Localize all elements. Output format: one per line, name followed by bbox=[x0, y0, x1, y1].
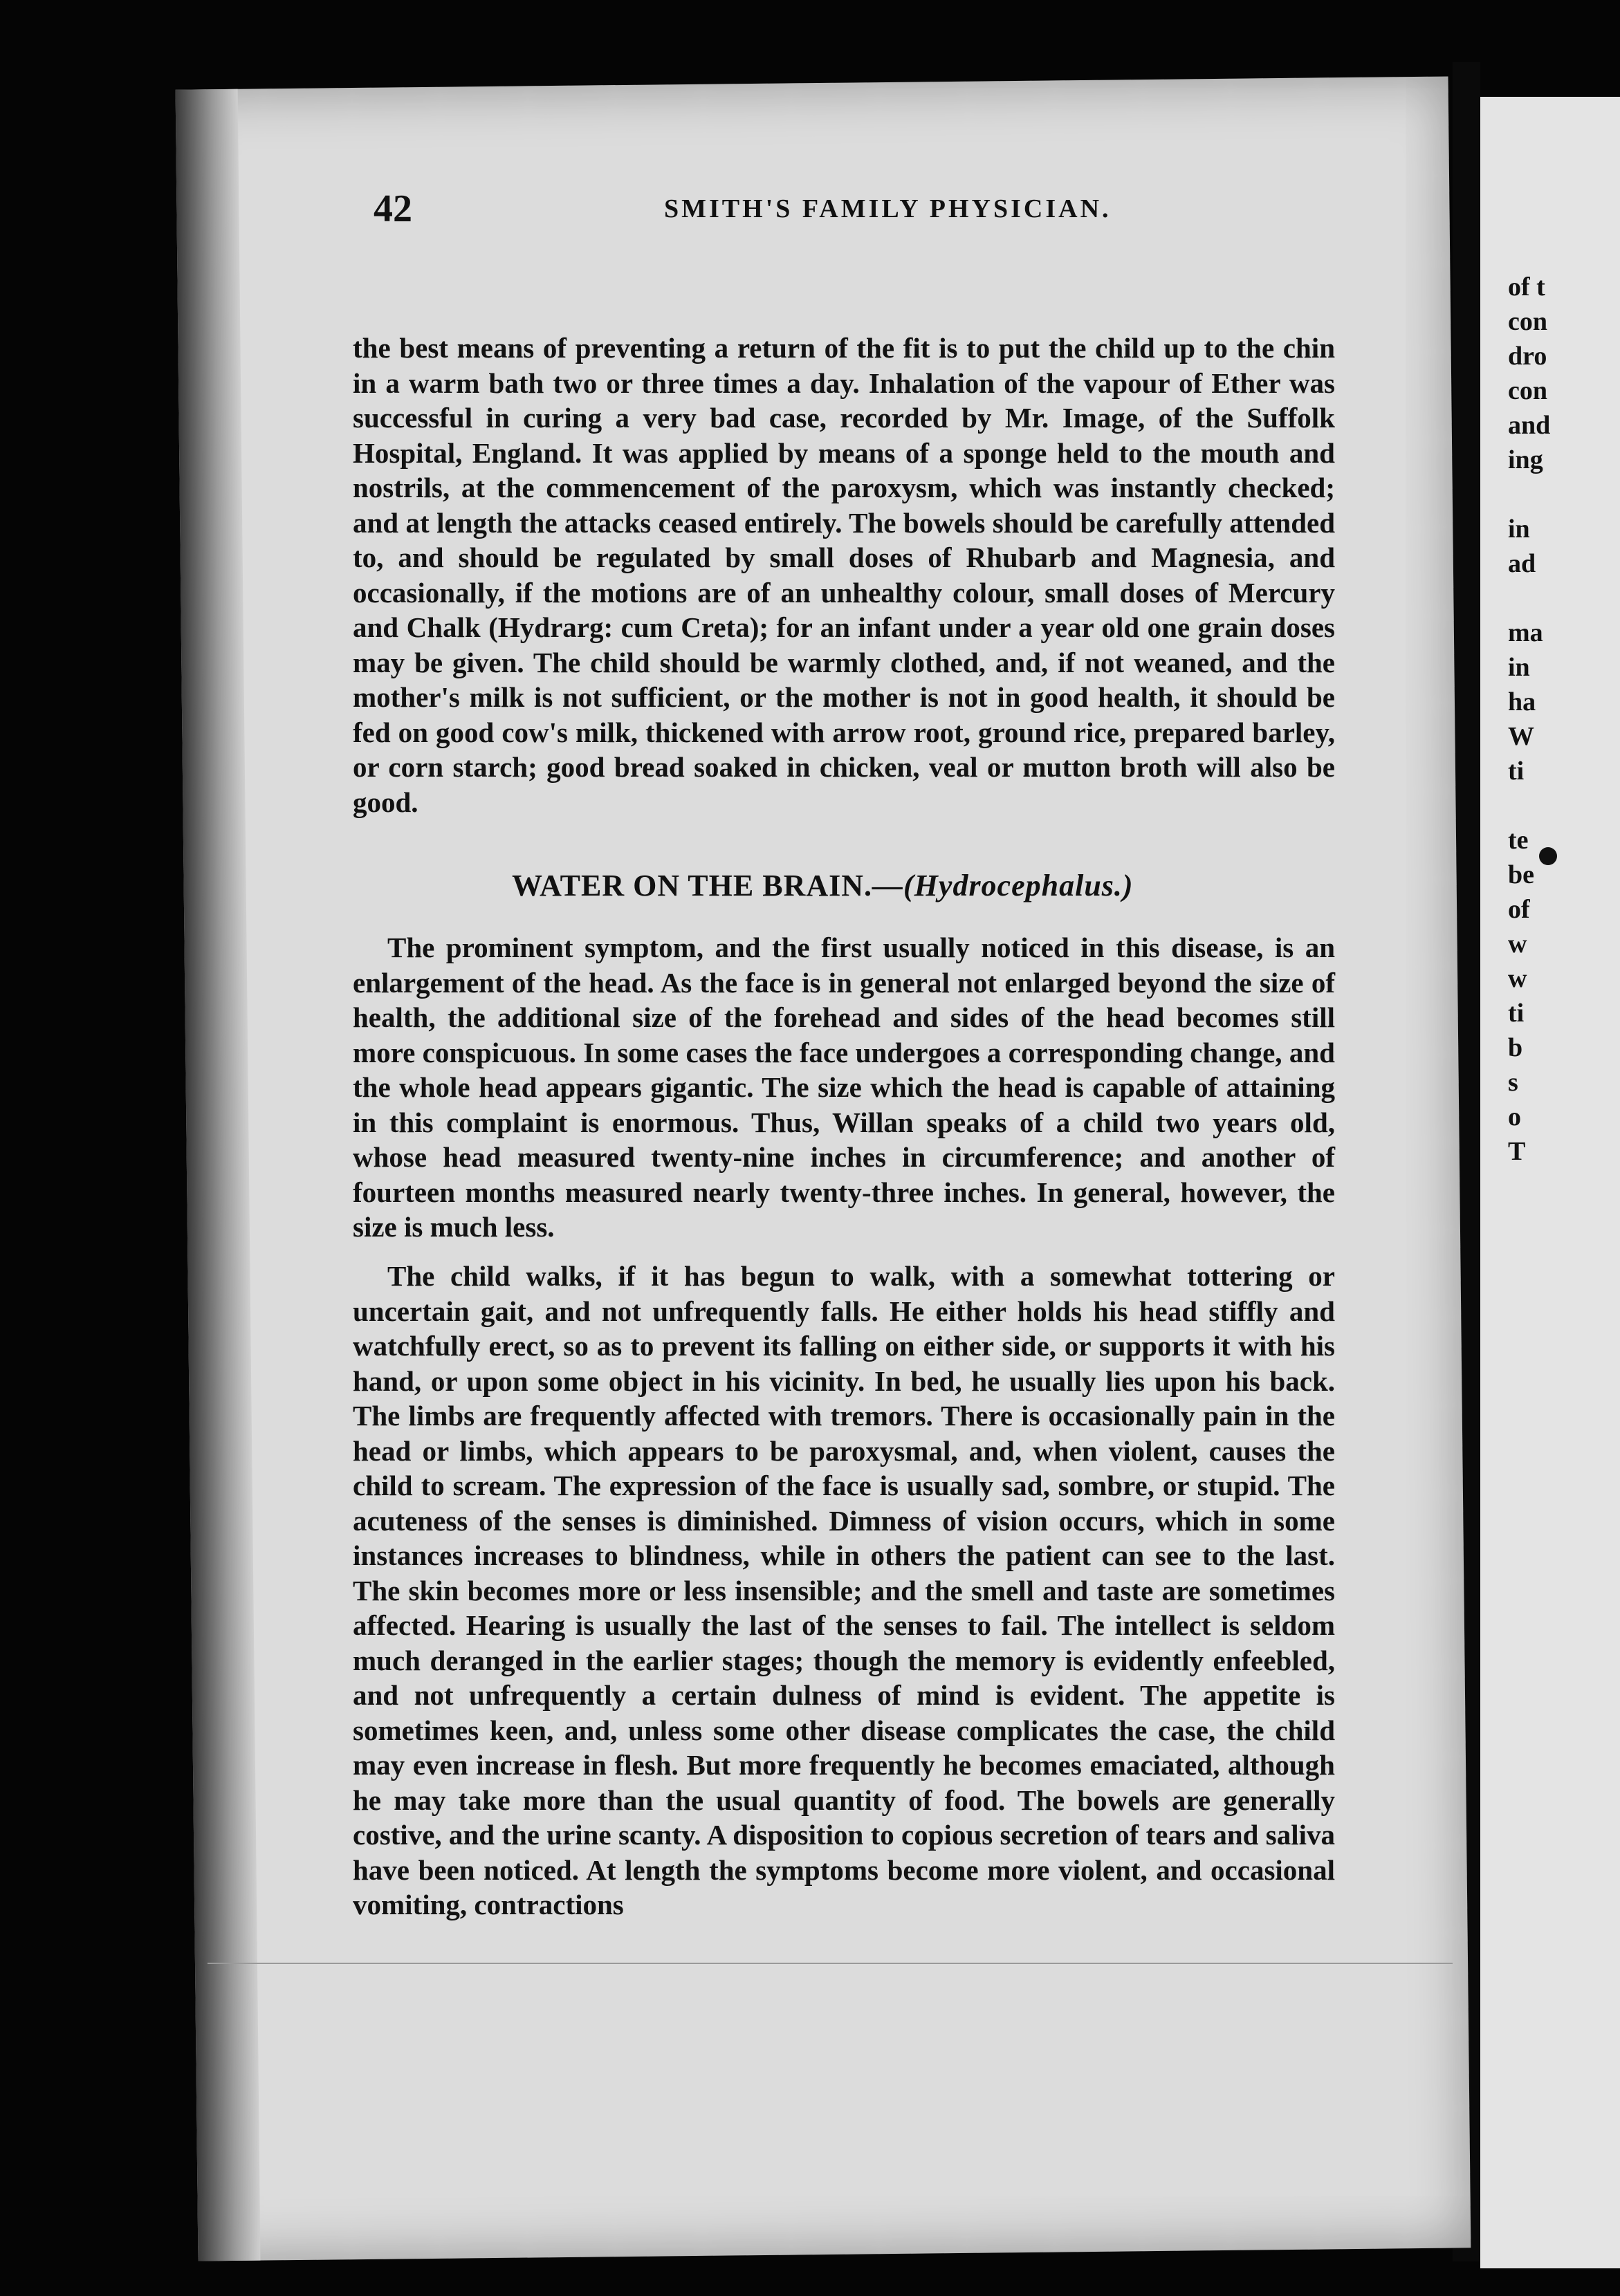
paragraph-continuation: the best means of preventing a return of the fit is to put the child up to the chin in a warm bath two or three times a day. Inhalation of the vapour of Ether was successful in curing a very bad case, recorded by Mr. Image, of the Suffolk Hospital, England. It was applied by means of a sponge held to the mouth and nostrils, at the commencement of the paroxysm, which was instantly checked; and at length the attacks ceased entirely. The bowels should be carefully attended to, and should be regulated by small doses of Rhubarb and Magnesia, and occasionally, if the motions are of an unhealthy colour, small doses of Mercury and Chalk (Hydrarg: cum Creta); for an infant under a year old one grain doses may be given. The child should be warmly clothed, and, if not weaned, and the mother's milk is not sufficient, or the mother is not in good health, it should be fed on good cow's milk, thickened with arrow root, ground rice, prepared barley, or corn starch; good bread soaked in chicken, veal or mutton broth will also be good. bbox=[353, 332, 1335, 818]
section-heading bbox=[512, 868, 1273, 903]
adjacent-page-fragment: con bbox=[1508, 307, 1547, 336]
page-number: 42 bbox=[374, 187, 412, 230]
adjacent-page-fragment: ma bbox=[1508, 618, 1543, 647]
adjacent-page-fragment: ing bbox=[1508, 445, 1543, 474]
ink-speck bbox=[1539, 847, 1557, 865]
adjacent-page-fragment: ti bbox=[1508, 757, 1525, 786]
adjacent-page-fragment: in bbox=[1508, 515, 1530, 544]
running-title: SMITH'S FAMILY PHYSICIAN. bbox=[664, 194, 1112, 223]
adjacent-page-fragment: s bbox=[1508, 1068, 1518, 1097]
adjacent-page-fragment: w bbox=[1508, 964, 1527, 993]
adjacent-page-fragment: b bbox=[1508, 1033, 1523, 1062]
adjacent-page-fragment: in bbox=[1508, 653, 1530, 682]
adjacent-page-fragment: of t bbox=[1508, 272, 1545, 302]
adjacent-page-fragment: ti bbox=[1508, 999, 1525, 1028]
adjacent-page-fragment: w bbox=[1508, 929, 1527, 959]
adjacent-page bbox=[1480, 97, 1620, 2268]
adjacent-page-fragment: te bbox=[1508, 826, 1529, 855]
paragraph-prominent-symptom: The prominent symptom, and the first usually noticed in this disease, is an enlargement of the head. As the face is in general not enlarged beyond the size of health, the additional size of the forehead and sides of the head becomes still more conspicuous. In some cases the face undergoes a corresponding change, and the whole head appears gigantic. The size which the head is capable of attaining in this complaint is enormous. Thus, Willan speaks of a child two years old, whose head measured twenty-nine inches in circumference; and another of fourteen months measured nearly twenty-three inches. In general, however, the size is much less. bbox=[353, 932, 1335, 1243]
adjacent-page-fragment: con bbox=[1508, 376, 1547, 405]
adjacent-page-fragment: T bbox=[1508, 1137, 1526, 1166]
section-heading-title: WATER ON THE BRAIN. bbox=[512, 869, 873, 902]
adjacent-page-fragment: o bbox=[1508, 1102, 1521, 1131]
adjacent-page-fragment: ha bbox=[1508, 687, 1536, 716]
scan-artifact-line bbox=[208, 1963, 1453, 1964]
adjacent-page-fragment: W bbox=[1508, 722, 1534, 751]
adjacent-page-fragment: be bbox=[1508, 860, 1534, 889]
adjacent-page-fragment: and bbox=[1508, 411, 1551, 440]
adjacent-page-fragment: of bbox=[1508, 895, 1530, 924]
adjacent-page-fragment: ad bbox=[1508, 549, 1536, 578]
page-gutter-shadow bbox=[176, 89, 261, 2261]
section-heading-latin: —(Hydrocephalus.) bbox=[872, 869, 1134, 902]
adjacent-page-fragment: dro bbox=[1508, 342, 1547, 371]
paragraph-child-walks: The child walks, if it has begun to walk, with a somewhat tottering or uncertain gait, and not unfrequently falls. He either holds his head stiffly and watchfully erect, so as to prevent its falling on either side, or supports it with his hand, or upon some object in his vicinity. In bed, he usually lies upon his back. The limbs are frequently affected with tremors. There is occasionally pain in the head or limbs, which appears to be paroxysmal, and, when violent, causes the child to scream. The expression of the face is usually sad, sombre, or stupid. The acuteness of the senses is diminished. Dimness of vision occurs, which in some instances increases to blindness, while in others the patient can see to the last. The skin becomes more or less insensible; and the smell and taste are sometimes affected. Hearing is usually the last of the senses to fail. The intellect is seldom much deranged in the earlier stages; though the memory is evidently enfeebled, and not unfrequently a certain dulness of mind is evident. The appetite is sometimes keen, and, unless some other disease complicates the case, the child may even increase in flesh. But more frequently he becomes emaciated, although he may take more than the usual quantity of food. The bowels are generally costive, and the urine scanty. A disposition to copious secretion of tears and saliva have been noticed. At length the symptoms become more violent, and occasional vomiting, contractions bbox=[353, 1260, 1335, 1920]
